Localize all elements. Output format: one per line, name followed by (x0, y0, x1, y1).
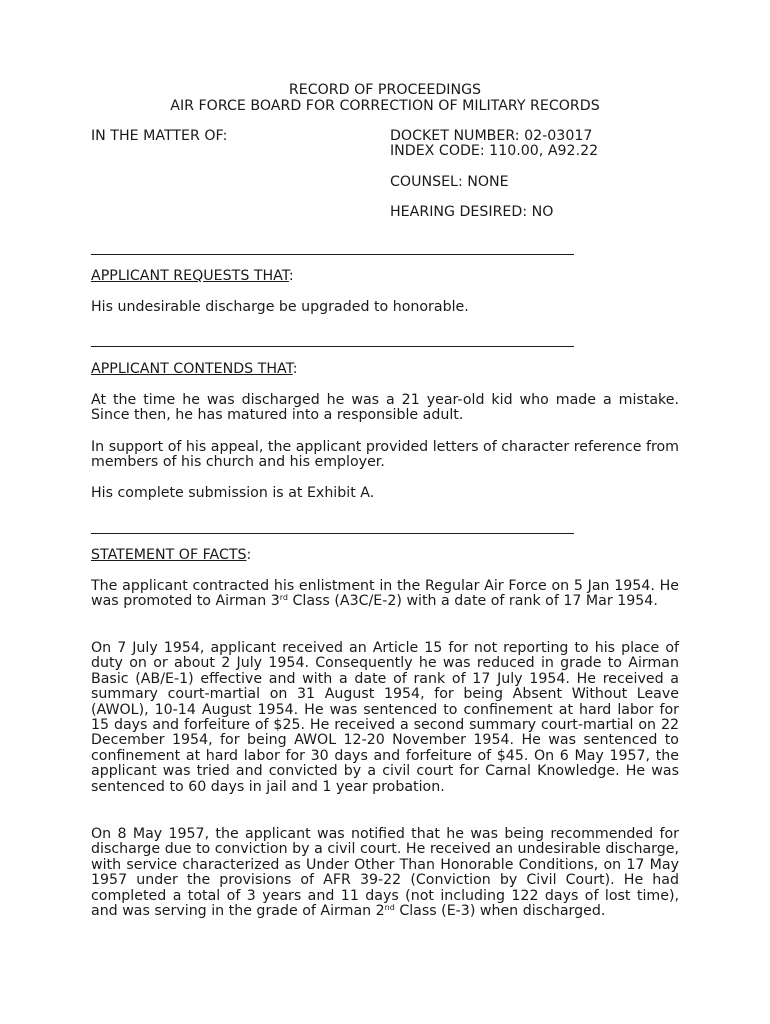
facts-p3-a: On 8 May 1957, the applicant was notified that he was being recommended for discharge due to conviction by a civil court. He received an undesirable discharge, with service characterized as Under Other Than Honorable Conditions, on 17 May 1957 under the provisions of AFR 39-22 (Conviction by Civil Court). He had completed a total of 3 years and 11 days (not including 122 days of lost time), and was serving in the grade of Airman 2 (91, 826, 679, 920)
contends-heading-text: APPLICANT CONTENDS THAT (91, 361, 293, 377)
contends-paragraph-3: His complete submission is at Exhibit A. (91, 485, 375, 501)
counsel: COUNSEL: NONE (390, 173, 509, 190)
facts-p3-b: Class (E-3) when discharged. (394, 903, 606, 920)
facts-paragraph-3 (91, 827, 679, 919)
divider-3 (91, 533, 574, 534)
requests-text: His undesirable discharge be upgraded to honorable. (91, 299, 469, 315)
facts-heading (91, 548, 679, 563)
facts-p1-a: The applicant contracted his enlistment in the Regular Air Force on 5 Jan 1954. He was promoted to Airman 3 (91, 578, 679, 610)
contends-paragraph-1: At the time he was discharged he was a 21 year-old kid who made a mistake. Since then, he has matured into a responsible adult. (91, 392, 679, 424)
matter-label: IN THE MATTER OF: (91, 128, 228, 144)
facts-heading-text: STATEMENT OF FACTS (91, 547, 247, 563)
facts-p1-sup: rd (279, 593, 288, 603)
requests-heading-text: APPLICANT REQUESTS THAT (91, 268, 289, 284)
docket-info (390, 129, 598, 221)
facts-paragraph-1 (91, 579, 679, 610)
hearing-desired: HEARING DESIRED: NO (390, 204, 554, 221)
facts-p3-sup: nd (384, 903, 395, 913)
document-title (0, 82, 770, 114)
requests-heading-colon: : (288, 268, 294, 284)
index-code: INDEX CODE: 110.00, A92.22 (390, 143, 599, 160)
contends-heading (91, 362, 679, 377)
facts-paragraph-2: On 7 July 1954, applicant received an Article 15 for not reporting to his place of duty on or about 2 July 1954. Consequently he was reduced in grade to Airman Basic (AB/E-1) effective and with a date of rank of 17 July 1954. He received a summary court-martial on 31 August 1954, for being Absent Without Leave (AWOL), 10-14 August 1954. He was sentenced to confinement at hard labor for 15 days and forfeiture of $25. He received a second summary court-martial on 22 December 1954, for being AWOL 12-20 November 1954. He was sentenced to confinement at hard labor for 30 days and forfeiture of $45. On 6 May 1957, the applicant was tried and convicted by a civil court for Carnal Knowledge. He was sentenced to 60 days in jail and 1 year probation. (91, 640, 679, 795)
divider-2 (91, 346, 574, 347)
contends-heading-colon: : (292, 361, 298, 377)
contends-paragraph-2: In support of his appeal, the applicant provided letters of character reference from members of his church and his employer. (91, 439, 679, 471)
facts-heading-colon: : (246, 547, 252, 563)
facts-p1-b: Class (A3C/E-2) with a date of rank of 17 Mar 1954. (287, 593, 658, 610)
docket-number: DOCKET NUMBER: 02-03017 (390, 128, 593, 144)
title-line-2: AIR FORCE BOARD FOR CORRECTION OF MILITARY RECORDS (170, 98, 600, 114)
requests-heading (91, 269, 679, 284)
divider-1 (91, 254, 574, 255)
title-line-1: RECORD OF PROCEEDINGS (288, 82, 482, 98)
